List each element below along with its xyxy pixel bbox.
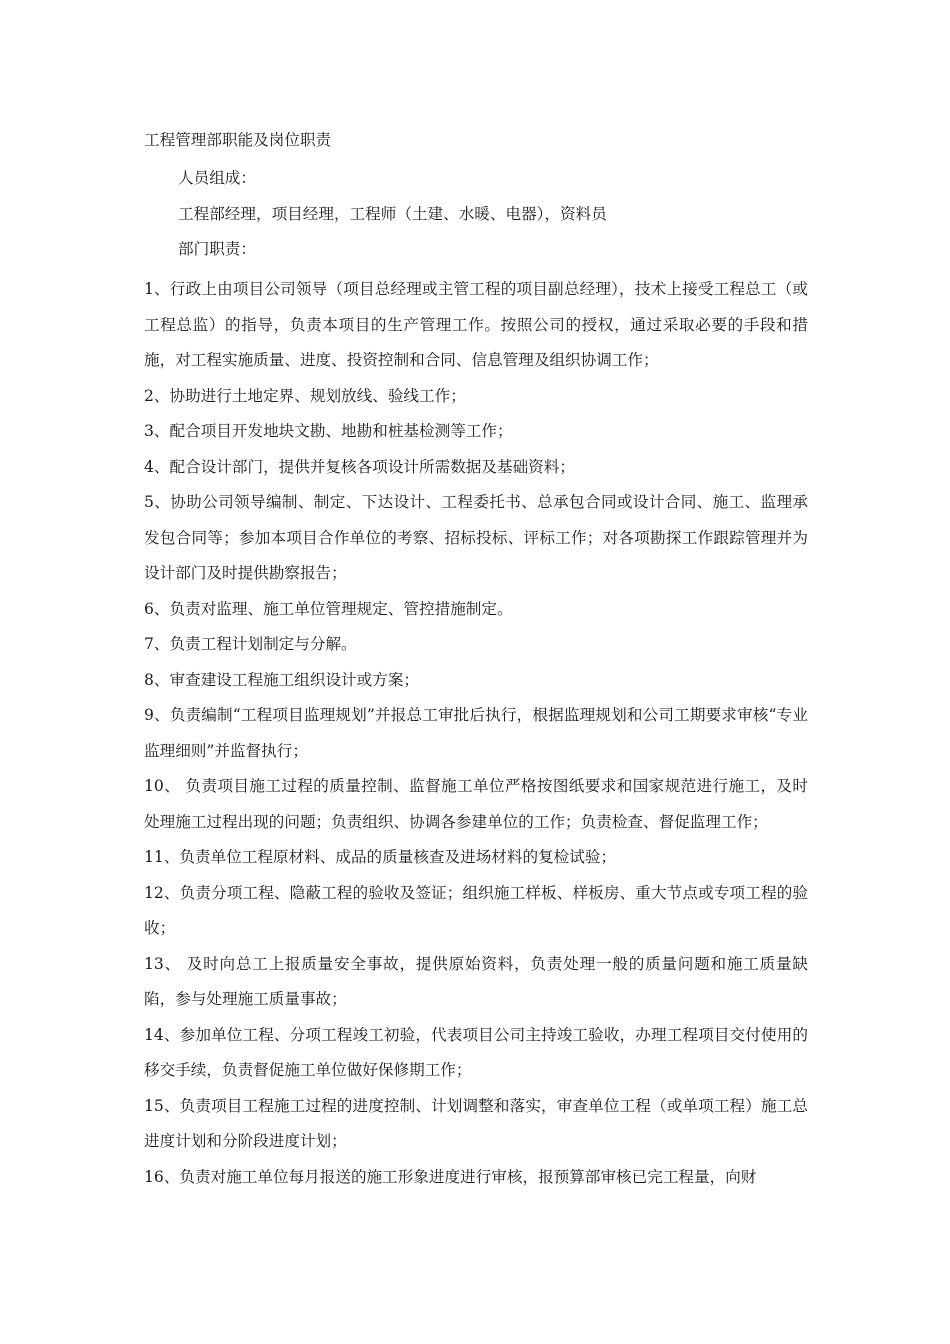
- document-title: 工程管理部职能及岗位职责: [144, 131, 332, 149]
- duty-item-1: 1、行政上由项目公司领导（项目总经理或主管工程的项目副总经理），技术上接受工程总工（或工程总监）的指导，负责本项目的生产管理工作。按照公司的授权，通过采取必要的手段和措施，对工程实施质量、进度、投资控制和合同、信息管理及组织协调工作；: [144, 280, 808, 369]
- duty-item-2: 2、协助进行土地定界、规划放线、验线工作；: [144, 386, 466, 405]
- duty-item-11: 11、负责单位工程原材料、成品的质量核查及进场材料的复检试验；: [144, 848, 617, 866]
- duty-item-9: 9、负责编制“工程项目监理规划”并报总工审批后执行，根据监理规划和公司工期要求审核“专业监理细则”并监督执行；: [144, 706, 808, 760]
- duty-item-7: 7、负责工程计划制定与分解。: [144, 635, 357, 653]
- staff-heading: 人员组成：: [178, 169, 256, 187]
- duty-item-10: 10、 负责项目施工过程的质量控制、监督施工单位严格按图纸要求和国家规范进行施工，及时处理施工过程出现的问题；负责组织、协调各参建单位的工作；负责检查、督促监理工作；: [144, 777, 808, 831]
- duty-item-14: 14、参加单位工程、分项工程竣工初验，代表项目公司主持竣工验收，办理工程项目交付使用的移交手续，负责督促施工单位做好保修期工作；: [144, 1025, 808, 1079]
- duty-item-15: 15、负责项目工程施工过程的进度控制、计划调整和落实，审查单位工程（或单项工程）施工总进度计划和分阶段进度计划；: [144, 1096, 808, 1150]
- duty-item-8: 8、审查建设工程施工组织设计或方案；: [144, 670, 420, 689]
- duties-heading: 部门职责：: [178, 240, 256, 258]
- duty-item-12: 12、负责分项工程、隐蔽工程的验收及签证；组织施工样板、样板房、重大节点或专项工程的验收；: [144, 883, 808, 937]
- duty-item-16: 16、负责对施工单位每月报送的施工形象进度进行审核，报预算部审核已完工程量，向财: [144, 1167, 757, 1186]
- staff-list: 工程部经理，项目经理，工程师（土建、水暖、电器），资料员: [178, 205, 607, 223]
- duty-item-3: 3、配合项目开发地块文勘、地勘和桩基检测等工作；: [144, 422, 513, 440]
- duty-item-5: 5、协助公司领导编制、制定、下达设计、工程委托书、总承包合同或设计合同、施工、监理承发包合同等；参加本项目合作单位的考察、招标投标、评标工作；对各项勘探工作跟踪管理并为设计部门及时提供勘察报告；: [144, 493, 808, 582]
- duty-item-6: 6、负责对监理、施工单位管理规定、管控措施制定。: [144, 599, 513, 618]
- duty-item-13: 13、 及时向总工上报质量安全事故，提供原始资料，负责处理一般的质量问题和施工质量缺陷，参与处理施工质量事故；: [144, 954, 808, 1008]
- duty-item-4: 4、配合设计部门，提供并复核各项设计所需数据及基础资料；: [144, 457, 575, 476]
- duties-list: [144, 272, 808, 1195]
